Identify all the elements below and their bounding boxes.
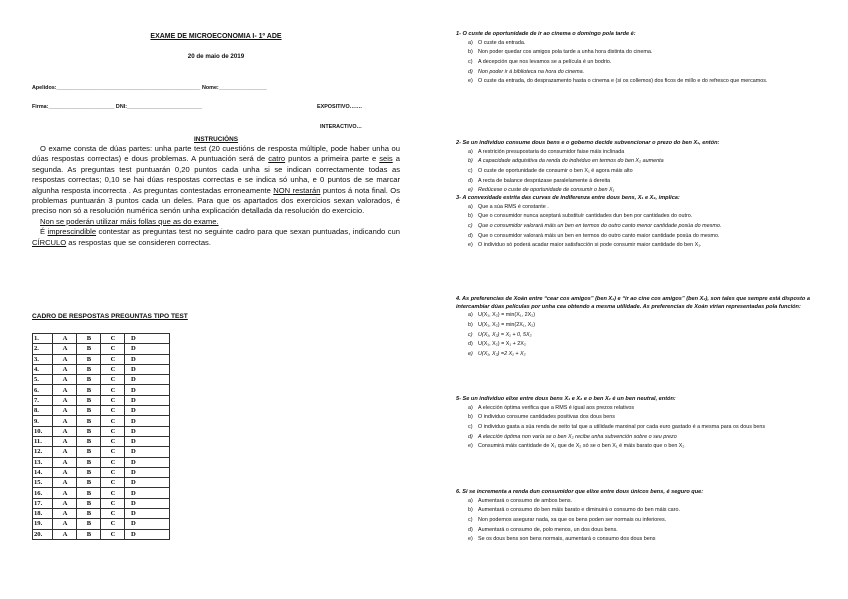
- table-row: [33, 467, 170, 477]
- answer-choice: [456, 506, 826, 516]
- answer-option-a[interactable]: A: [53, 375, 77, 385]
- answer-option-d[interactable]: D: [125, 426, 170, 436]
- choice-letter: a): [468, 404, 473, 411]
- choice-text: Que a súa RMS é constante .: [478, 203, 549, 210]
- answer-option-d[interactable]: D: [125, 416, 170, 426]
- answer-option-c[interactable]: C: [101, 375, 125, 385]
- answer-option-a[interactable]: A: [53, 364, 77, 374]
- table-row: [33, 375, 170, 385]
- answer-option-b[interactable]: B: [77, 385, 101, 395]
- choice-letter: a): [468, 148, 473, 155]
- choice-letter: c): [468, 59, 473, 65]
- question-number: 15.: [33, 478, 53, 488]
- answer-choice: [456, 48, 826, 58]
- choice-letter: c): [468, 331, 473, 338]
- answer-choice: [456, 167, 826, 177]
- choice-text: O individuo só poderá acadar maior satisfacción si pode consumir maior cantidade do ben X₁.: [478, 242, 702, 249]
- answer-option-a[interactable]: A: [53, 447, 77, 457]
- answer-option-b[interactable]: B: [77, 478, 101, 488]
- question-number: 12.: [33, 447, 53, 457]
- answer-option-c[interactable]: C: [101, 498, 125, 508]
- answer-option-a[interactable]: A: [53, 467, 77, 477]
- table-row: [33, 426, 170, 436]
- table-row: [33, 447, 170, 457]
- table-row: [33, 354, 170, 364]
- answer-option-a[interactable]: A: [53, 354, 77, 364]
- answer-option-d[interactable]: D: [125, 478, 170, 488]
- answer-option-b[interactable]: B: [77, 344, 101, 354]
- question-text: 3- A convexidade estrita das curvas de indiferenza entre dous bens, X₁ e X₂, implica:: [456, 195, 680, 201]
- table-row: [33, 488, 170, 498]
- choice-text: A recta de balance desprázase paralelamente á dereita: [478, 177, 611, 184]
- answer-option-d[interactable]: D: [125, 385, 170, 395]
- table-row: [33, 406, 170, 416]
- answer-table: [32, 333, 170, 540]
- choice-letter: b): [468, 321, 473, 328]
- choice-letter: b): [468, 158, 473, 165]
- choice-letter: a): [468, 497, 473, 504]
- choice-text: A elección óptima verifica que a RMS é igual aos prezos relativos: [478, 404, 635, 411]
- answer-option-d[interactable]: D: [125, 364, 170, 374]
- answer-choice: [456, 413, 826, 423]
- choice-letter: b): [468, 414, 473, 421]
- answer-option-d[interactable]: D: [125, 375, 170, 385]
- answer-choice: [456, 535, 826, 545]
- question-number: 11.: [33, 436, 53, 446]
- choice-text: Aumentará o consumo de, polo menos, un dos dous bens.: [478, 526, 618, 533]
- answer-option-a[interactable]: A: [53, 436, 77, 446]
- answer-choice: [456, 157, 826, 167]
- answer-option-d[interactable]: D: [125, 509, 170, 519]
- answer-option-b[interactable]: B: [77, 447, 101, 457]
- choice-text: O individuo gasta a súa renda de xeito tal que a utilidade marxinal por cada euro gastado é a mesma para os dous bens: [478, 424, 766, 430]
- answer-option-a[interactable]: A: [53, 519, 77, 529]
- answer-choice: [456, 39, 826, 49]
- choice-letter: b): [468, 213, 473, 220]
- answer-option-a[interactable]: A: [53, 457, 77, 467]
- choice-letter: e): [468, 187, 473, 194]
- answer-option-c[interactable]: C: [101, 426, 125, 436]
- table-row: [33, 364, 170, 374]
- answer-option-c[interactable]: C: [101, 478, 125, 488]
- question-number: 17.: [33, 498, 53, 508]
- answer-option-c[interactable]: C: [101, 344, 125, 354]
- choice-text: O custe de oportunidade de consumir o ben X₁ é agora máis alto: [478, 168, 633, 174]
- answer-option-d[interactable]: D: [125, 498, 170, 508]
- answer-option-c[interactable]: C: [101, 509, 125, 519]
- answer-choice: [456, 232, 826, 242]
- answer-option-b[interactable]: B: [77, 375, 101, 385]
- question-block: [456, 195, 826, 251]
- answer-option-a[interactable]: A: [53, 498, 77, 508]
- choice-text: Que o consumidor valorará máis un ben en termos do outro canto maior cantidade posúa do mesmo.: [478, 232, 720, 239]
- choice-letter: c): [468, 424, 473, 430]
- exam-date: 20 de maio de 2019: [187, 53, 245, 60]
- question-block: [456, 489, 826, 545]
- answer-option-a[interactable]: A: [53, 406, 77, 416]
- answer-option-b[interactable]: B: [77, 488, 101, 498]
- answer-option-a[interactable]: A: [53, 416, 77, 426]
- choice-letter: d): [468, 68, 473, 75]
- table-row: [33, 509, 170, 519]
- answer-option-b[interactable]: B: [77, 395, 101, 405]
- question-block: [456, 396, 826, 452]
- question-number: 5.: [33, 375, 53, 385]
- question-number: 13.: [33, 457, 53, 467]
- question-number: 2.: [33, 344, 53, 354]
- interactivo-field[interactable]: INTERACTIVO…: [320, 124, 362, 130]
- table-row: [33, 436, 170, 446]
- firma-field[interactable]: Firma:______________________ DNI:_________________________: [32, 104, 202, 110]
- answer-choice: [456, 331, 826, 341]
- answer-option-b[interactable]: B: [77, 467, 101, 477]
- answer-option-d[interactable]: D: [125, 436, 170, 446]
- answer-option-d[interactable]: D: [125, 467, 170, 477]
- choice-text: A restrición presupostaria do consumidor faise máis inclinada: [478, 148, 625, 155]
- table-row: [33, 498, 170, 508]
- answer-option-d[interactable]: D: [125, 519, 170, 529]
- answer-option-d[interactable]: D: [125, 334, 170, 344]
- choice-letter: d): [468, 433, 473, 440]
- answer-option-c[interactable]: C: [101, 416, 125, 426]
- answer-option-b[interactable]: B: [77, 334, 101, 344]
- choice-text: U(X₁, X₂) = X₁ + 0, 5X₂: [478, 331, 532, 338]
- answer-choice: [456, 77, 826, 87]
- answer-option-b[interactable]: B: [77, 426, 101, 436]
- answer-option-d[interactable]: D: [125, 395, 170, 405]
- answer-option-d[interactable]: D: [125, 406, 170, 416]
- question-number: 18.: [33, 509, 53, 519]
- question-block: [456, 140, 826, 196]
- table-row: [33, 519, 170, 529]
- choice-text: U(X₁, X₂) = min(X₁, 2X₂): [478, 312, 536, 319]
- choice-letter: e): [468, 78, 473, 85]
- answer-option-a[interactable]: A: [53, 478, 77, 488]
- answer-option-b[interactable]: B: [77, 529, 101, 539]
- table-row: [33, 416, 170, 426]
- answer-option-c[interactable]: C: [101, 519, 125, 529]
- choice-letter: d): [468, 232, 473, 239]
- answer-option-c[interactable]: C: [101, 385, 125, 395]
- question-text: 2- Se un individuo consume dous bens e o goberno decide subvencionar o prezo do ben X₁, entón:: [456, 140, 720, 146]
- answer-option-c[interactable]: C: [101, 354, 125, 364]
- choice-letter: d): [468, 341, 473, 348]
- answer-option-d[interactable]: D: [125, 457, 170, 467]
- answer-choice: [456, 516, 826, 526]
- answer-choice: [456, 311, 826, 321]
- choice-letter: e): [468, 443, 473, 450]
- instructions-title: INSTRUCIÓNS: [193, 136, 239, 143]
- answer-option-b[interactable]: B: [77, 436, 101, 446]
- question-number: 3.: [33, 354, 53, 364]
- choice-text: O individuo consume cantidades positivas dos dous bens: [478, 414, 615, 421]
- answer-choice: [456, 526, 826, 536]
- answer-option-d[interactable]: D: [125, 354, 170, 364]
- choice-text: Que o consumidor valorará máis un ben en termos do outro canto menor cantidade posúa do mesmo.: [478, 223, 722, 229]
- question-number: 7.: [33, 395, 53, 405]
- answer-option-b[interactable]: B: [77, 519, 101, 529]
- answer-option-b[interactable]: B: [77, 416, 101, 426]
- table-row: [33, 344, 170, 354]
- choice-letter: a): [468, 203, 473, 210]
- choice-letter: e): [468, 536, 473, 543]
- answer-option-a[interactable]: A: [53, 426, 77, 436]
- answer-choice: [456, 148, 826, 158]
- answer-option-b[interactable]: B: [77, 354, 101, 364]
- choice-letter: e): [468, 242, 473, 249]
- choice-text: O custe da entrada, do desprazamento hasta o cinema e (si os collemos) dos ficos de millo e do refresco que mercamos.: [478, 78, 768, 85]
- choice-text: Non poder quedar cos amigos pola tarde a unha hora distinta do cinema.: [478, 49, 653, 56]
- choice-text: Redúcese o custe de oportunidade de consumir o ben X₁: [478, 187, 615, 194]
- questions-column: [456, 0, 826, 599]
- choice-text: U(X₁, X₂) =2 X₁ + X₂: [478, 351, 526, 357]
- answer-option-c[interactable]: C: [101, 364, 125, 374]
- answer-option-c[interactable]: C: [101, 334, 125, 344]
- question-number: 8.: [33, 406, 53, 416]
- question-text: 5- Se un individuo elixe entre dous bens X₁ e X₂ e o ben X₂ é un ben neutral, entón:: [456, 396, 676, 402]
- choice-letter: c): [468, 223, 473, 229]
- answer-option-b[interactable]: B: [77, 509, 101, 519]
- choice-letter: d): [468, 526, 473, 533]
- question-number: 9.: [33, 416, 53, 426]
- answer-option-c[interactable]: C: [101, 447, 125, 457]
- answer-option-a[interactable]: A: [53, 344, 77, 354]
- question-text: 1- O custe de oportunidade de ir ao cinema o domingo pola tarde é:: [456, 31, 636, 37]
- table-row: [33, 457, 170, 467]
- table-row: [33, 529, 170, 539]
- choice-text: U(X₁, X₂) = min(2X₁, X₂): [478, 321, 536, 328]
- answer-choice: [456, 350, 826, 360]
- answer-choice: [456, 340, 826, 350]
- choice-text: O custe da entrada.: [478, 39, 526, 46]
- answer-option-a[interactable]: A: [53, 385, 77, 395]
- choice-text: Consumirá máis cantidade de X₁ que de X₂ só se o ben X₁ é máis barato que o ben X₂: [478, 443, 685, 450]
- question-text: 6. Si se incrementa a renda dun consumidor que elixe entre dous únicos bens, é seguro que:: [456, 489, 704, 495]
- answer-choice: [456, 241, 826, 251]
- choice-text: A decepción que nos levamos se a película é un bodrio.: [478, 59, 612, 65]
- answer-table-title: CADRO DE RESPOSTAS PREGUNTAS TIPO TEST: [32, 313, 188, 320]
- question-block: [456, 296, 826, 360]
- question-number: 14.: [33, 467, 53, 477]
- answer-choice: [456, 58, 826, 68]
- choice-letter: b): [468, 49, 473, 56]
- question-text: 4. As preferencias de Xoán entre “cear cos amigos” (ben X₁) e “ir ao cine cos amigos” (ben X₂), son tales que sempre está disposto a intercambiar dúas películas por unha cea obtendo a mesma utilidade. As preferencias de Xoán virían representadas pola función:: [456, 296, 810, 310]
- answer-option-a[interactable]: A: [53, 395, 77, 405]
- answer-choice: [456, 442, 826, 452]
- instructions-text: O exame consta de dúas partes: unha parte test (20 cuestións de resposta múltiple, pode haber unha ou dúas respostas correctas) e dous problemas. A puntuación será de catro puntos a primeira parte e seis a segunda. As preguntas test puntuarán 0,20 puntos cada unha si se indican correctamente todas as respostas correctas; 0,10 se hai dúas respostas correctas e se indica só unha, e 0 puntos de se marcar algunha resposta incorrecta . As preguntas contestadas erroneamente NON restarán puntos á nota final. Os problemas puntuarán 3 puntos cada un deles. Para que os apartados dos exercicios sexan valorados, é preciso non só a resolución numérica senón unha explicación detallada da resolución do exercicio. Non se poderán utilizar máis follas que as do exame. É imprescindible contestar as preguntas test no seguinte cadro para que sexan puntuadas, indicando cun CÍRCULO as respostas que se consideren correctas.: [32, 144, 400, 247]
- answer-choice: [456, 321, 826, 331]
- answer-option-d[interactable]: D: [125, 529, 170, 539]
- answer-option-a[interactable]: A: [53, 488, 77, 498]
- answer-choice: [456, 177, 826, 187]
- answer-option-d[interactable]: D: [125, 447, 170, 457]
- answer-option-c[interactable]: C: [101, 488, 125, 498]
- answer-option-c[interactable]: C: [101, 467, 125, 477]
- choice-letter: c): [468, 517, 473, 523]
- answer-option-b[interactable]: B: [77, 498, 101, 508]
- answer-option-b[interactable]: B: [77, 457, 101, 467]
- question-block: [456, 31, 826, 87]
- answer-choice: [456, 404, 826, 414]
- answer-option-a[interactable]: A: [53, 529, 77, 539]
- choice-text: U(X₁, X₂) = X₁ + 2X₂: [478, 341, 526, 348]
- answer-option-a[interactable]: A: [53, 509, 77, 519]
- answer-option-b[interactable]: B: [77, 364, 101, 374]
- choice-text: Aumentará o consumo do ben máis barato e diminuirá o consumo do ben máis caro.: [478, 507, 680, 514]
- answer-option-b[interactable]: B: [77, 406, 101, 416]
- question-number: 19.: [33, 519, 53, 529]
- exam-cover: [32, 0, 400, 599]
- answer-option-c[interactable]: C: [101, 406, 125, 416]
- answer-option-a[interactable]: A: [53, 334, 77, 344]
- choice-text: Se os dous bens son bens normais, aumentará o consumo dos dous bens: [478, 536, 656, 543]
- question-number: 1.: [33, 334, 53, 344]
- choice-letter: c): [468, 168, 473, 174]
- answer-choice: [456, 212, 826, 222]
- question-number: 20.: [33, 529, 53, 539]
- table-row: [33, 334, 170, 344]
- choice-text: A elección óptima non varía se o ben X₂ recibe unha subvención sobre o seu prezo: [478, 433, 677, 440]
- answer-option-c[interactable]: C: [101, 395, 125, 405]
- exam-title: EXAME DE MICROECONOMIA I- 1º ADE: [150, 33, 282, 40]
- choice-text: Non podemos asegurar nada, xa que os bens poden ser normais ou inferiores.: [478, 517, 667, 523]
- table-row: [33, 395, 170, 405]
- question-number: 6.: [33, 385, 53, 395]
- choice-text: Non poder ir á biblioteca na hora do cinema.: [478, 68, 585, 75]
- choice-letter: d): [468, 177, 473, 184]
- answer-choice: [456, 497, 826, 507]
- apelidos-field[interactable]: Apelidos:________________________________________________ Nome:________________: [32, 85, 267, 91]
- choice-text: Aumentará o consumo de ambos bens.: [478, 497, 573, 504]
- table-row: [33, 478, 170, 488]
- question-number: 10.: [33, 426, 53, 436]
- expositivo-field[interactable]: EXPOSITIVO…….: [317, 104, 362, 110]
- answer-option-d[interactable]: D: [125, 344, 170, 354]
- table-row: [33, 385, 170, 395]
- choice-letter: e): [468, 351, 473, 357]
- answer-choice: [456, 203, 826, 213]
- answer-choice: [456, 423, 826, 433]
- choice-text: Que o consumidor nunca aceptará substituír cantidades dun ben por cantidades do outro.: [478, 213, 693, 220]
- answer-option-c[interactable]: C: [101, 436, 125, 446]
- choice-letter: a): [468, 312, 473, 319]
- question-number: 4.: [33, 364, 53, 374]
- answer-option-c[interactable]: C: [101, 457, 125, 467]
- choice-text: A capacidade adquisitiva da renda do individuo en termos do ben X₂ aumenta: [478, 158, 664, 165]
- answer-option-d[interactable]: D: [125, 488, 170, 498]
- answer-choice: [456, 433, 826, 443]
- answer-choice: [456, 222, 826, 232]
- answer-choice: [456, 68, 826, 78]
- question-number: 16.: [33, 488, 53, 498]
- choice-letter: b): [468, 507, 473, 514]
- choice-letter: a): [468, 39, 473, 46]
- answer-option-c[interactable]: C: [101, 529, 125, 539]
